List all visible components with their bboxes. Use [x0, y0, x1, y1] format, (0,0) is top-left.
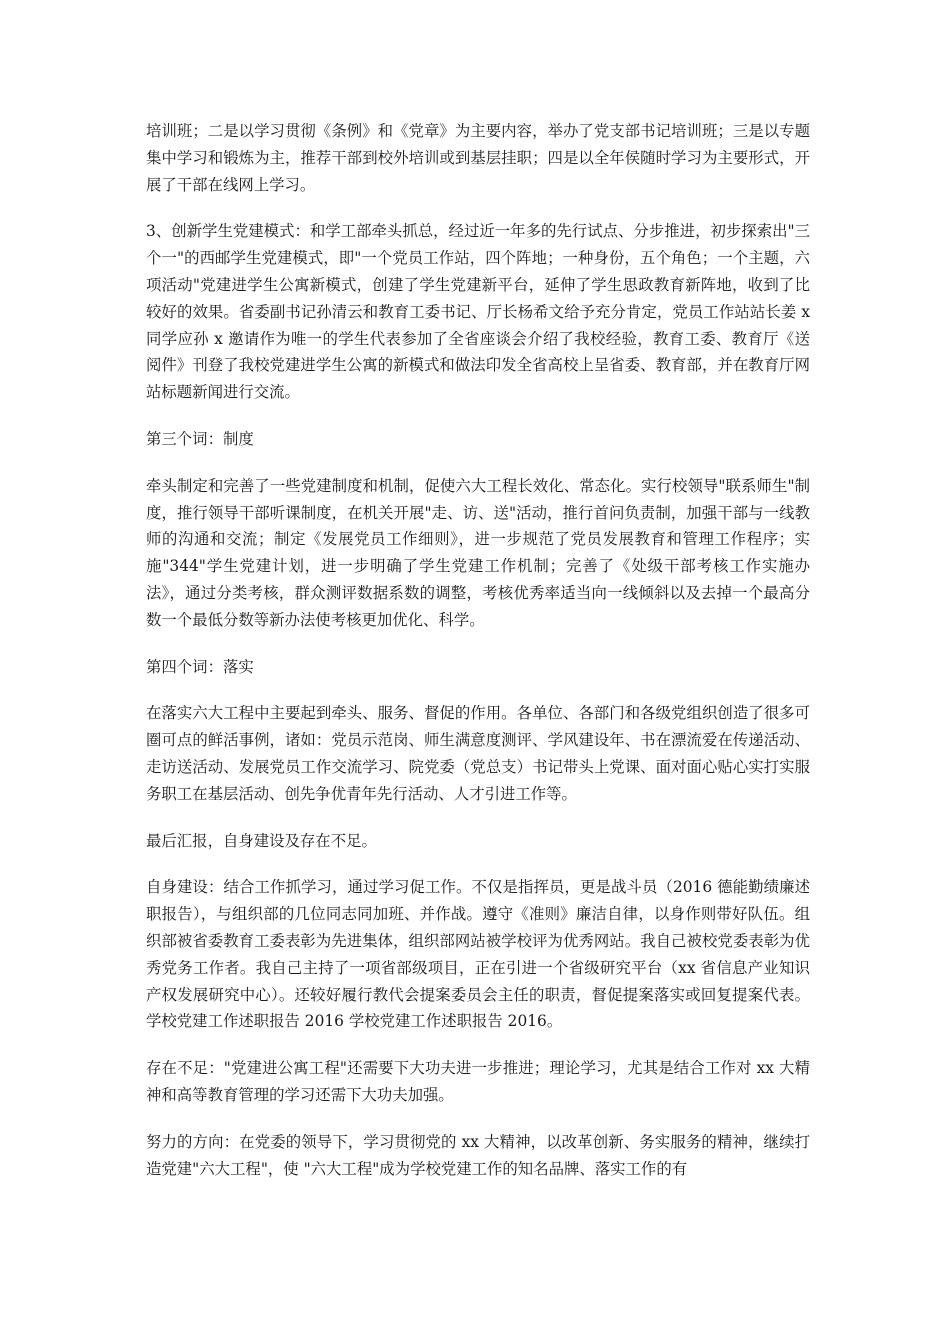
heading-implementation: 第四个词：落实: [146, 657, 254, 676]
paragraph-training: 培训班；二是以学习贯彻《条例》和《党章》为主要内容，举办了党支部书记培训班；三是以专题集中学习和锻炼为主，推荐干部到校外培训或到基层挂职；四是以全年侯随时学习为主要形式，开展了干部在线网上学习。: [146, 122, 810, 194]
paragraph-self-building: 自身建设：结合工作抓学习，通过学习促工作。不仅是指挥员，更是战斗员（2016 德能勤绩廉述职报告），与组织部的几位同志同加班、并作战。遵守《准则》廉洁自律，以身作则带好队伍。组织部被省委教育工委表彰为先进集体，组织部网站被学校评为优秀网站。我自己被校党委表彰为优秀党务工作者。我自己主持了一项省部级项目，正在引进一个省级研究平台（xx 省信息产业知识产权发展研究中心）。还较好履行教代会提案委员会主任的职责，督促提案落实或回复提案代表。学校党建工作述职报告 2016 学校党建工作述职报告 2016。: [146, 878, 810, 1031]
paragraph-direction: 努力的方向：在党委的领导下，学习贯彻党的 xx 大精神，以改革创新、务实服务的精神，继续打造党建"六大工程"，使 "六大工程"成为学校党建工作的知名品牌、落实工作的有: [146, 1132, 810, 1178]
heading-system: 第三个词：制度: [146, 429, 254, 448]
document-page: [146, 118, 810, 1202]
paragraph-student-party-model: 3、创新学生党建模式：和学工部牵头抓总，经过近一年多的先行试点、分步推进，初步探索出"三个一"的西邮学生党建模式，即"一个党员工作站，四个阵地；一种身份，五个角色；一个主题，六项活动"党建进学生公寓新模式，创建了学生党建新平台，延伸了学生思政教育新阵地，收到了比较好的效果。省委副书记孙清云和教育工委书记、厅长杨希文给予充分肯定，党员工作站站长姜 x 同学应孙 x 邀请作为唯一的学生代表参加了全省座谈会介绍了我校经验，教育工委、教育厅《送阅件》刊登了我校党建进学生公寓的新模式和做法印发全省高校上呈省委、教育部，并在教育厅网站标题新闻进行交流。: [146, 222, 810, 402]
paragraph-shortcomings: 存在不足："党建进公寓工程"还需要下大功夫进一步推进；理论学习，尤其是结合工作对 xx 大精神和高等教育管理的学习还需下大功夫加强。: [146, 1059, 810, 1104]
heading-final-report: 最后汇报，自身建设及存在不足。: [146, 831, 377, 850]
paragraph-implementation: 在落实六大工程中主要起到牵头、服务、督促的作用。各单位、各部门和各级党组织创造了很多可圈可点的鲜活事例，诸如：党员示范岗、师生满意度测评、学风建设年、书在漂流爱在传递活动、走访送活动、发展党员工作交流学习、院党委（党总支）书记带头上党课、面对面心贴心实打实服务职工在基层活动、创先争优青年先行活动、人才引进工作等。: [146, 704, 810, 803]
paragraph-system: 牵头制定和完善了一些党建制度和机制，促使六大工程长效化、常态化。实行校领导"联系师生"制度，推行领导干部听课制度，在机关开展"走、访、送"活动，推行首问负责制，加强干部与一线教师的沟通和交流；制定《发展党员工作细则》，进一步规范了党员发展教育和管理工作程序；实施"344"学生党建计划，进一步明确了学生党建工作机制；完善了《处级干部考核工作实施办法》，通过分类考核，群众测评数据系数的调整，考核优秀率适当向一线倾斜以及去掉一个最高分数一个最低分数等新办法使考核更加优化、科学。: [146, 476, 810, 629]
